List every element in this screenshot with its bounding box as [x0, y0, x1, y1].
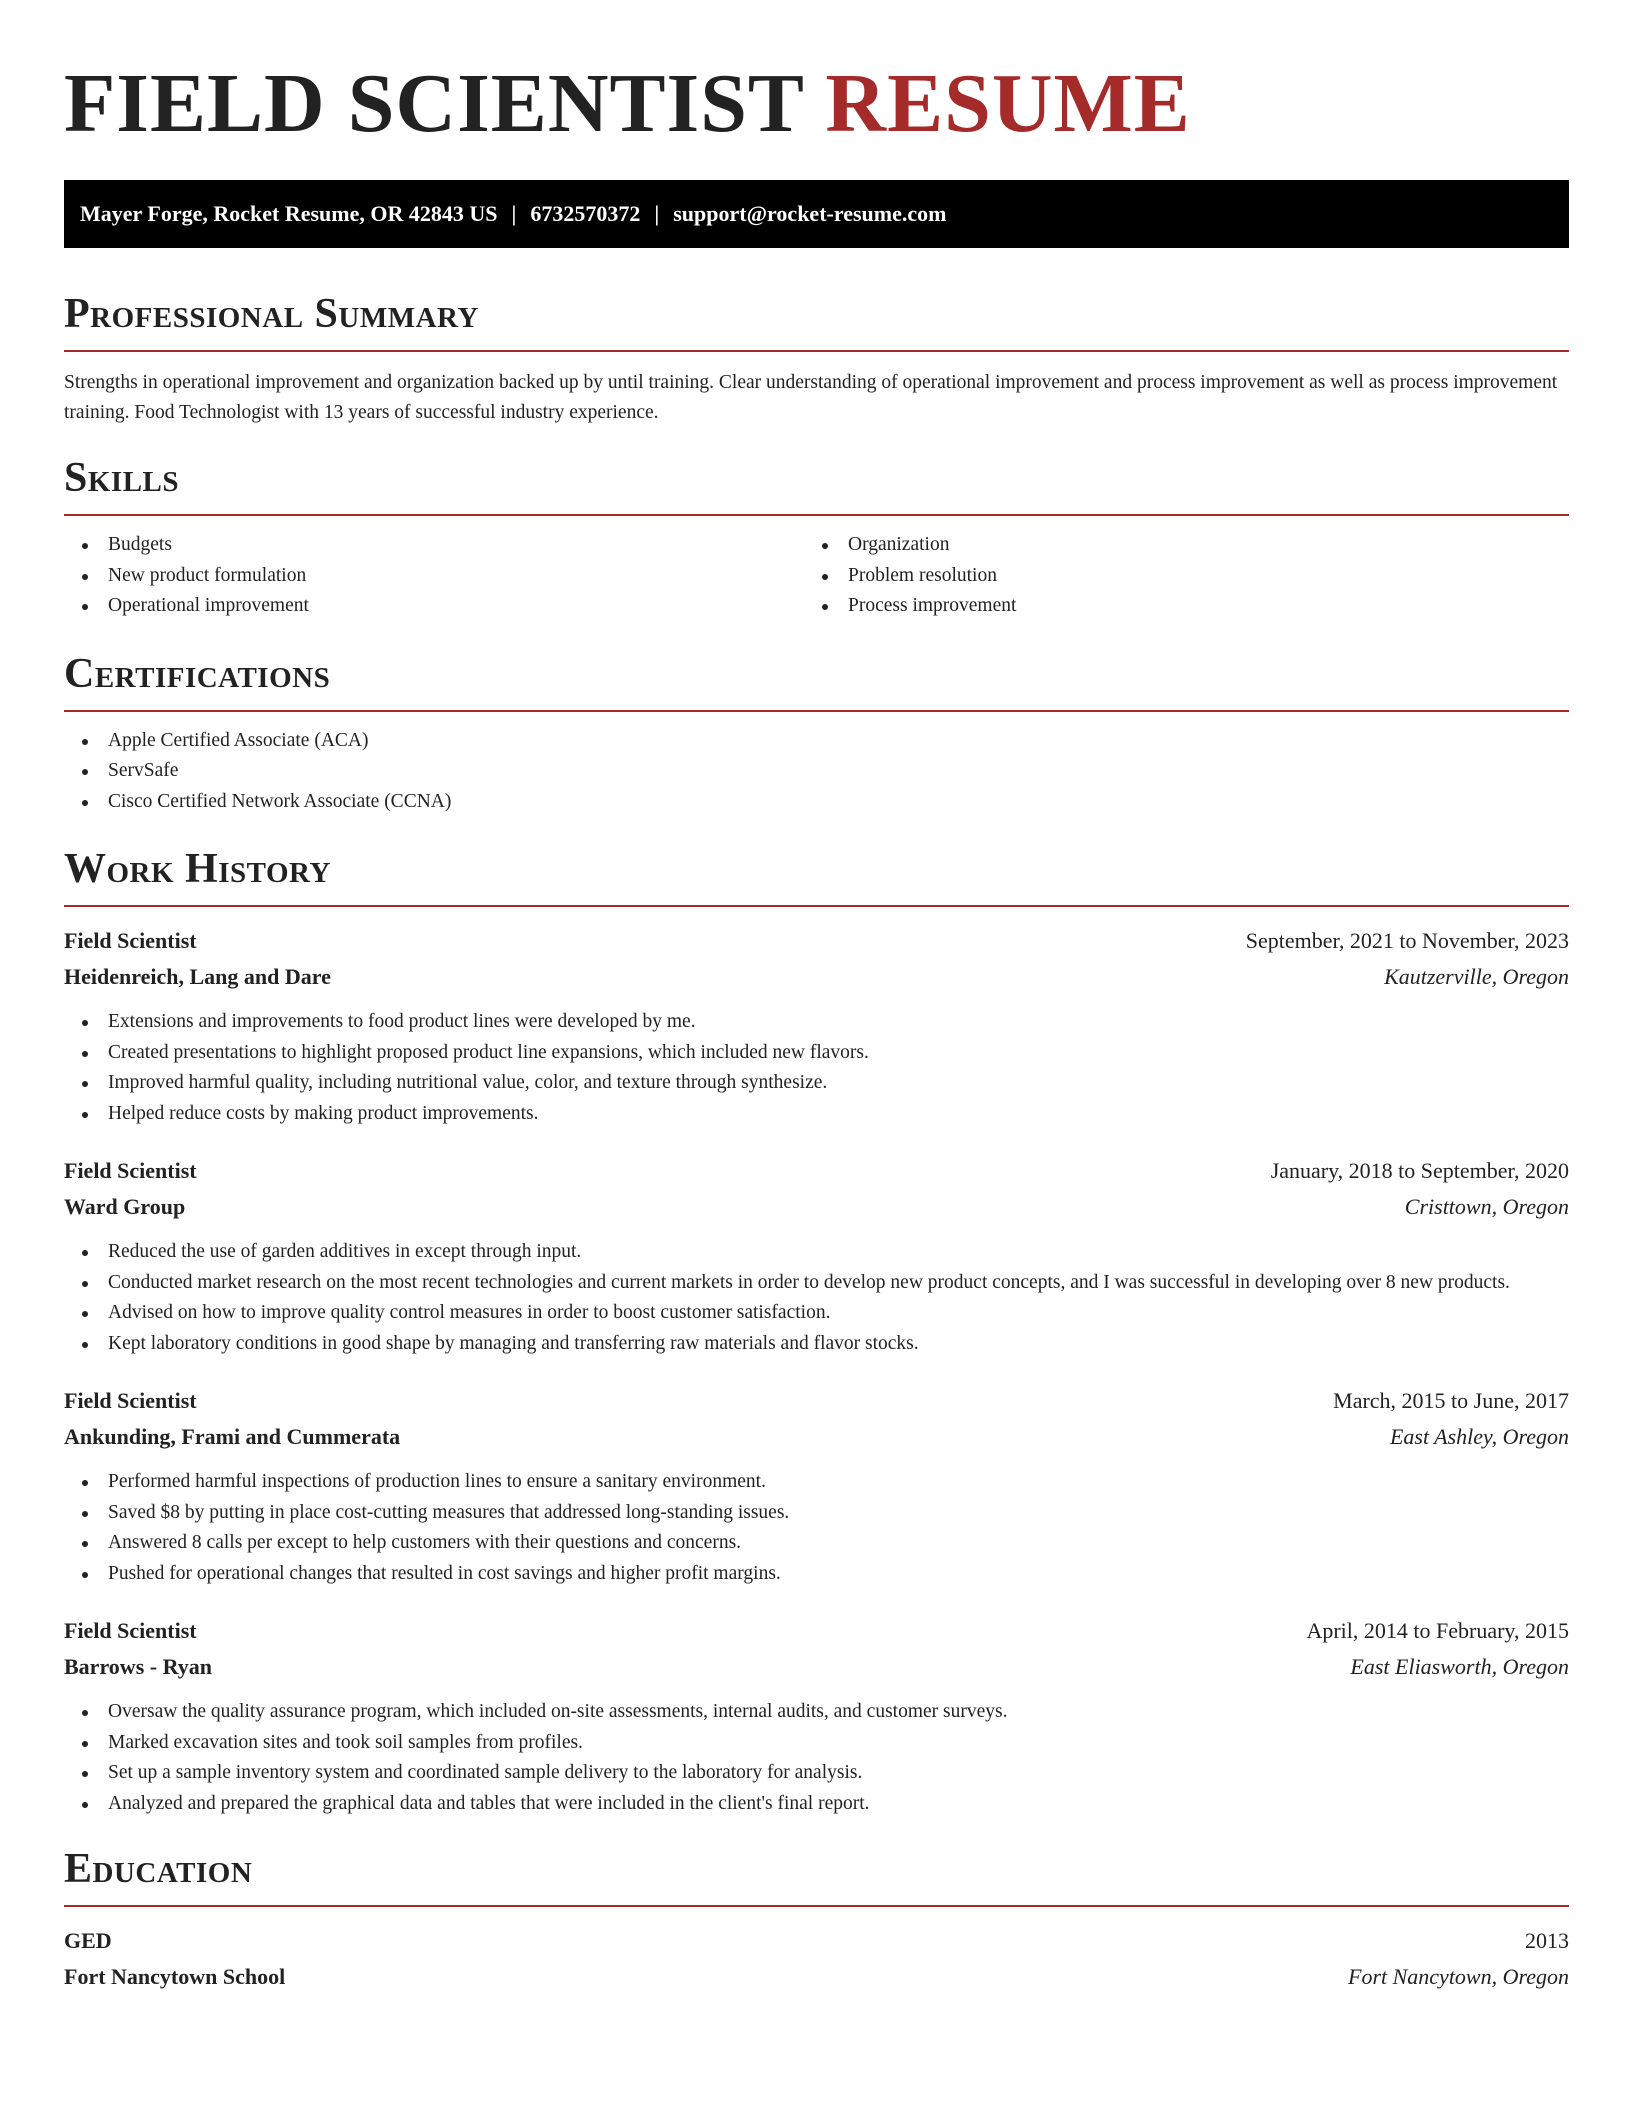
job-location: East Ashley, Oregon — [1389, 1424, 1569, 1449]
job-title: Field Scientist — [64, 1158, 197, 1183]
job-company: Ankunding, Frami and Cummerata — [64, 1424, 401, 1449]
job-company: Ward Group — [64, 1194, 186, 1219]
certification-item: ServSafe — [64, 756, 1569, 787]
job-bullet: Answered 8 calls per except to help customers with their questions and concerns. — [64, 1528, 1569, 1559]
section-divider — [64, 710, 1569, 712]
section-divider — [64, 1905, 1569, 1907]
job-company-row — [64, 1649, 1569, 1685]
job-dates: January, 2018 to September, 2020 — [1270, 1158, 1569, 1183]
job-header-row — [64, 1153, 1569, 1189]
job-bullet: Oversaw the quality assurance program, which included on-site assessments, internal audits, and customer surveys. — [64, 1697, 1569, 1728]
education-section — [64, 1845, 1569, 1995]
skills-grid — [64, 516, 1569, 622]
title-main: FIELD SCIENTIST — [64, 57, 804, 150]
education-degree: GED — [64, 1928, 112, 1953]
skill-item: Organization — [804, 530, 1544, 561]
education-school: Fort Nancytown School — [64, 1964, 286, 1989]
skills-heading: Skills — [64, 455, 180, 501]
contact-separator: | — [511, 201, 517, 226]
work-history-section — [64, 845, 1569, 1819]
job-bullet: Marked excavation sites and took soil samples from profiles. — [64, 1728, 1569, 1759]
contact-phone: 6732570372 — [530, 201, 641, 226]
job-entry — [64, 1153, 1569, 1359]
skills-section — [64, 454, 1569, 622]
job-bullet: Helped reduce costs by making product improvements. — [64, 1099, 1569, 1130]
job-bullet: Reduced the use of garden additives in except through input. — [64, 1237, 1569, 1268]
job-bullet: Conducted market research on the most recent technologies and current markets in order to develop new product concepts, and I was successful in developing over 8 new products. — [64, 1268, 1569, 1299]
title-accent: RESUME — [825, 57, 1191, 150]
skill-item: Problem resolution — [804, 561, 1544, 592]
job-location: Kautzerville, Oregon — [1384, 964, 1569, 989]
job-entry — [64, 1613, 1569, 1819]
job-company-row — [64, 959, 1569, 995]
certifications-list — [64, 726, 1569, 818]
job-company: Barrows - Ryan — [64, 1654, 212, 1679]
job-bullet: Saved $8 by putting in place cost-cutting measures that addressed long-standing issues. — [64, 1498, 1569, 1529]
job-header-row — [64, 923, 1569, 959]
job-location: East Eliasworth, Oregon — [1350, 1654, 1569, 1679]
job-bullet: Extensions and improvements to food product lines were developed by me. — [64, 1007, 1569, 1038]
job-bullet: Analyzed and prepared the graphical data and tables that were included in the client's final report. — [64, 1789, 1569, 1820]
job-bullet: Advised on how to improve quality control measures in order to boost customer satisfaction. — [64, 1298, 1569, 1329]
education-heading: Education — [64, 1846, 253, 1892]
skill-item: Operational improvement — [64, 591, 804, 622]
certifications-section — [64, 650, 1569, 818]
education-location: Fort Nancytown, Oregon — [1348, 1964, 1569, 1989]
contact-bar — [64, 180, 1569, 248]
certification-item: Apple Certified Associate (ACA) — [64, 726, 1569, 757]
job-location: Cristtown, Oregon — [1404, 1194, 1569, 1219]
job-dates: September, 2021 to November, 2023 — [1245, 928, 1569, 953]
summary-section — [64, 290, 1569, 428]
summary-text: Strengths in operational improvement and organization backed up by until training. Clear understanding of operational improvement and process improvement as well as process improvement training. Food Technologist with 13 years of successful industry experience. — [64, 372, 1558, 423]
job-bullet: Kept laboratory conditions in good shape by managing and transferring raw materials and flavor stocks. — [64, 1329, 1569, 1360]
job-company-row — [64, 1189, 1569, 1225]
certifications-heading: Certifications — [64, 650, 331, 697]
contact-separator: | — [654, 201, 660, 226]
section-divider — [64, 350, 1569, 352]
skill-item: Budgets — [64, 530, 804, 561]
job-bullet: Set up a sample inventory system and coordinated sample delivery to the laboratory for analysis. — [64, 1758, 1569, 1789]
job-title: Field Scientist — [64, 1388, 197, 1413]
education-header-row — [64, 1923, 1569, 1959]
job-dates: April, 2014 to February, 2015 — [1306, 1618, 1569, 1643]
job-company: Heidenreich, Lang and Dare — [64, 964, 331, 989]
education-school-row — [64, 1959, 1569, 1995]
job-title: Field Scientist — [64, 928, 197, 953]
job-bullet: Performed harmful inspections of production lines to ensure a sanitary environment. — [64, 1467, 1569, 1498]
education-year: 2013 — [1525, 1928, 1569, 1953]
job-bullets — [64, 1697, 1569, 1819]
job-dates: March, 2015 to June, 2017 — [1333, 1388, 1569, 1413]
job-header-row — [64, 1613, 1569, 1649]
job-entry — [64, 1383, 1569, 1589]
job-bullets — [64, 1467, 1569, 1589]
job-bullet: Improved harmful quality, including nutritional value, color, and texture through synthesize. — [64, 1068, 1569, 1099]
job-title: Field Scientist — [64, 1618, 197, 1643]
summary-heading: Professional Summary — [64, 291, 479, 337]
work-history-heading: Work History — [64, 846, 331, 892]
job-bullets — [64, 1007, 1569, 1129]
job-bullet: Created presentations to highlight proposed product line expansions, which included new flavors. — [64, 1038, 1569, 1069]
job-bullet: Pushed for operational changes that resulted in cost savings and higher profit margins. — [64, 1559, 1569, 1590]
job-header-row — [64, 1383, 1569, 1419]
skill-item: Process improvement — [804, 591, 1544, 622]
skills-list-right — [804, 530, 1544, 622]
skill-item: New product formulation — [64, 561, 804, 592]
job-entry — [64, 923, 1569, 1129]
job-bullets — [64, 1237, 1569, 1359]
resume-title — [64, 0, 1569, 152]
skills-list-left — [64, 530, 804, 622]
contact-email[interactable]: support@rocket-resume.com — [673, 201, 947, 226]
job-company-row — [64, 1419, 1569, 1455]
section-divider — [64, 905, 1569, 907]
education-entry — [64, 1923, 1569, 1995]
contact-address: Mayer Forge, Rocket Resume, OR 42843 US — [80, 201, 498, 226]
certification-item: Cisco Certified Network Associate (CCNA) — [64, 787, 1569, 818]
